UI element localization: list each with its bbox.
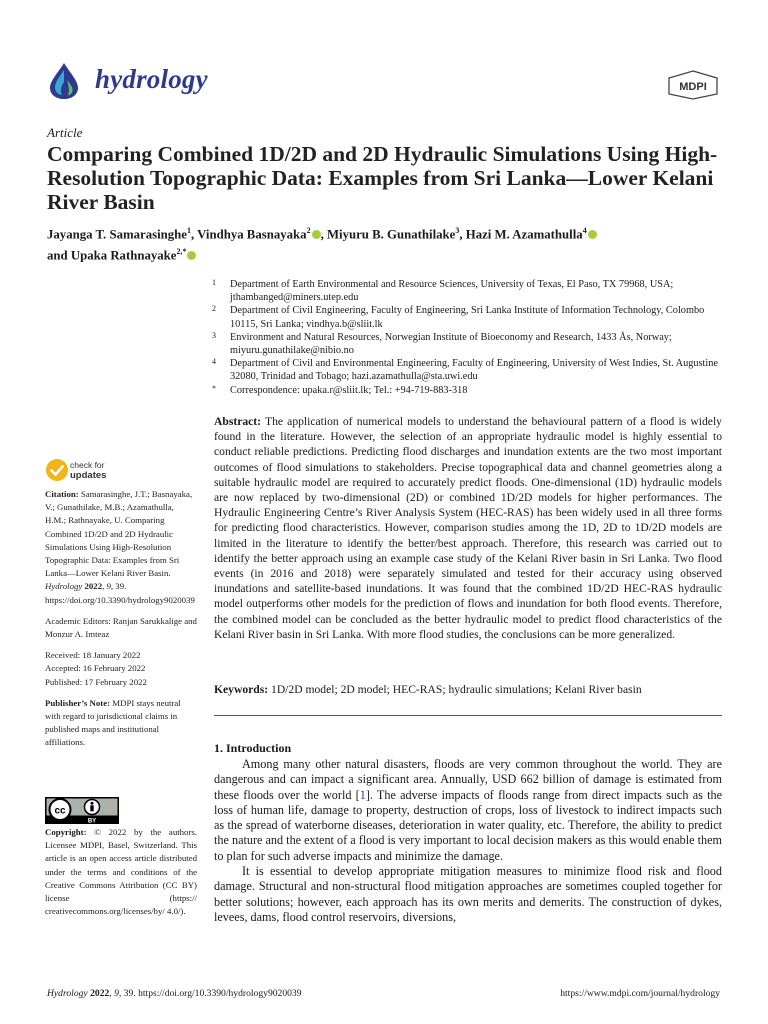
academic-editors: Academic Editors: Ranjan Sarukkalige and Monzur A. Imteaz (45, 615, 197, 640)
intro-paragraph: It is essential to develop appropriate mitigation measures to minimize flood risk and flood damage. Structural and non-structural flood mitigation approaches are sometimes coupled together for better solutions; however, each approach has its own merits and demerits. The construction of dykes, levees, dams, flood control reservoirs, diversions, (214, 864, 722, 924)
citation-text: Samarasinghe, J.T.; Basnayaka, V.; Gunathilake, M.B.; Azamathulla, H.M.; Rathnayake, U. Comparing Combined 1D/2D and 2D Hydraulic Simulations Using High-Resolution Topographic Data: Examples from Sri Lanka—Lower Kelani River Basin. (45, 489, 193, 579)
accepted-date: Accepted: 16 February 2022 (45, 663, 146, 674)
published-date: Published: 17 February 2022 (45, 676, 147, 687)
received-date: Received: 18 January 2022 (45, 650, 141, 661)
check-for-updates-link[interactable] (70, 460, 106, 481)
citation-link[interactable]: 1 (359, 787, 366, 802)
copyright-text: © 2022 by the authors. Licensee MDPI, Basel, Switzerland. This article is an open access article distributed under the terms and conditions of the Creative Commons Attribution (CC BY) license (https:// creativecommons.org/licenses/by/ 4.0/). (45, 827, 198, 917)
footer-citation: Hydrology 2022, 9, 39. https://doi.org/10.3390/hydrology9020039 (47, 988, 302, 999)
intro-p1-b: ]. The adverse impacts of floods range from direct impacts such as the loss of human life, damage to property, destruction of crops, loss of livestock to indirect impacts such as the spread of waterborne diseases, deterioration in water quality, etc. Therefore, the ability to predict the nature and the extent of a flood is very important to local decision makers as this would enable them to plan for such adverse impacts and minimize the damage. (214, 787, 722, 863)
author-name: Jayanga T. Samarasinghe (47, 227, 187, 242)
affiliation-number: 4 (212, 357, 216, 367)
author-name: Upaka Rathnayake (70, 248, 177, 263)
affiliation-text: Department of Earth Environmental and Resource Sciences, University of Texas, El Paso, TX 79968, USA; jthambanged@miners.utep.edu (230, 279, 674, 304)
footer-volume: 9 (114, 988, 119, 999)
citation-year: 2022 (84, 581, 103, 592)
keywords (214, 682, 722, 697)
affiliation-number: 1 (212, 278, 216, 287)
footer-journal: Hydrology (47, 988, 88, 999)
footer-journal-url[interactable]: https://www.mdpi.com/journal/hydrology (560, 988, 720, 999)
affiliation (212, 357, 722, 383)
correspondence (212, 384, 722, 397)
citation: Citation: Samarasinghe, J.T.; Basnayaka, V.; Gunathilake, M.B.; Azamathulla, H.M.; Rathnayake, U. Comparing Combined 1D/2D and 2D Hydraulic Simulations Using High-Resolution Topographic Data: Examples from Sri Lanka—Lower Kelani River Basin. Hydrology 2022, 9, 39. https://doi.org/10.3390/hydrology9020039 (45, 489, 195, 605)
copyright-label: Copyright: (45, 827, 87, 837)
footer-year: 2022 (90, 988, 110, 999)
publisher-note-text: MDPI stays neutral with regard to jurisdictional claims in published maps and institutional affiliations. (45, 697, 181, 748)
affiliation-number: * (212, 383, 216, 393)
article-type: Article (47, 125, 83, 140)
cc-by-license-icon[interactable] (45, 797, 119, 824)
citation-label: Citation: (45, 489, 79, 499)
publisher-note-label: Publisher’s Note: (45, 697, 111, 708)
water-drop-logo-icon (47, 62, 81, 100)
affiliation-text: Correspondence: upaka.r@sliit.lk; Tel.: +94-719-883-318 (230, 384, 468, 396)
article-info-sidebar (45, 488, 197, 758)
author-sup: 4 (582, 226, 587, 235)
intro-p1-a: Among many other natural disasters, floods are very common throughout the world. They are dangerous and can impact a significant area. Annually, USD 662 billion of damage is estimated from these floods over the world [ (214, 757, 722, 802)
divider (214, 715, 722, 716)
intro-paragraph (214, 757, 722, 864)
affiliation (212, 304, 722, 330)
check-updates-line1: check for (70, 460, 105, 470)
affiliations (212, 278, 722, 397)
abstract-text: The application of numerical models to understand the behavioural pattern of a flood is widely found in the literature. However, the selection of an appropriate hydraulic model is highly essential to conduct reliable predictions. Predicting flood discharges and inundation extents are the two most important outcomes of flood simulations to stakeholders. Precise topographical data and channel geometries along a suitable hydraulic model are required to accurately predict floods. One-dimensional (1D) hydraulic models are now replaced by two-dimensional (2D) or combined 1D/2D models for higher performances. The Hydraulic Engineering Centre’s River Analysis System (HEC-RAS) has been widely used in all three forms for predicting flood characteristics. However, comparison studies among the 1D, 2D to 1D/2D models are limited in the literature to identify the better/best approach. Therefore, this research was carried out to identify the better approach using an example case study of the Kelani River basin in Sri Lanka. Two flood events (in 2016 and 2018) were separately simulated and tested for their accuracy using observed inundations and satellite-based inundations. It was found that the combined 1D/2D HEC-RAS hydraulic model outperforms other models for the prediction of flows and inundation for both flood events. Therefore, the combined model can be concluded as the better hydraulic model to predict flood characteristics of the Kelani River basin in Sri Lanka. With more flood studies, the conclusions can be more generalized. (214, 415, 722, 641)
orcid-icon[interactable] (312, 230, 321, 239)
author-name: Miyuru B. Gunathilake (326, 227, 456, 242)
affiliation-text: Department of Civil Engineering, Faculty of Engineering, Sri Lanka Institute of Information Technology, Colombo 10115, Sri Lanka; vindhya.b@sliit.lk (230, 305, 705, 330)
affiliation (212, 278, 722, 304)
author-sup: 1 (186, 226, 191, 235)
abstract (214, 414, 722, 642)
author-sup: 2,* (176, 247, 187, 257)
affiliation-number: 2 (212, 304, 216, 314)
author-sup: 3 (455, 226, 460, 235)
svg-text:cc: cc (54, 805, 66, 817)
citation-journal: Hydrology (45, 581, 83, 592)
paper-title: Comparing Combined 1D/2D and 2D Hydraulic Simulations Using High-Resolution Topographic Data: Examples from Sri Lanka—Lower Kelani River Basin (47, 142, 718, 214)
copyright (45, 826, 197, 918)
author-name: Hazi M. Azamathulla (465, 227, 583, 242)
keywords-label: Keywords: (214, 683, 269, 696)
publisher-note (45, 697, 197, 750)
author-list: Jayanga T. Samarasinghe$^1$, Vindhya Basnayaka$^2$ , Miyuru B. Gunathilake$^3$, Hazi M. Azamathulla$^4$ and Upaka Rathnayake$^{2,*}$ (47, 222, 727, 265)
citation-doi[interactable]: , 39. https://doi.org/10.3390/hydrology9020039 (45, 581, 195, 605)
introduction-body (214, 757, 722, 925)
mdpi-logo-text: MDPI (679, 81, 707, 93)
footer-doi[interactable]: , 39. https://doi.org/10.3390/hydrology9020039 (118, 988, 302, 999)
affiliation-text: Environment and Natural Resources, Norwegian Institute of Bioeconomy and Research, 1433 Ås, Norway; miyuru.gunathilake@nibio.no (230, 331, 672, 357)
orcid-icon[interactable] (187, 251, 196, 260)
section-heading: 1. Introduction (214, 741, 292, 755)
orcid-icon[interactable] (588, 230, 597, 239)
check-for-updates-icon[interactable] (45, 458, 69, 482)
keywords-text: 1D/2D model; 2D model; HEC-RAS; hydraulic simulations; Kelani River basin (271, 683, 642, 696)
affiliation-text: Department of Civil and Environmental Engineering, Faculty of Engineering, University of West Indies, St. Augustine 32080, Trinidad and Tobago; hazi.azamathulla@sta.uwi.edu (230, 358, 718, 383)
affiliation (212, 331, 722, 357)
citation-volume: 9 (106, 581, 111, 592)
svg-text:BY: BY (87, 818, 97, 824)
abstract-label: Abstract: (214, 415, 262, 428)
mdpi-logo (667, 70, 719, 100)
check-updates-line2: updates (70, 470, 107, 481)
author-sup: 2 (306, 226, 311, 235)
author-name: Vindhya Basnayaka (197, 227, 307, 242)
affiliation-number: 3 (212, 330, 216, 340)
journal-name: hydrology (95, 64, 208, 94)
